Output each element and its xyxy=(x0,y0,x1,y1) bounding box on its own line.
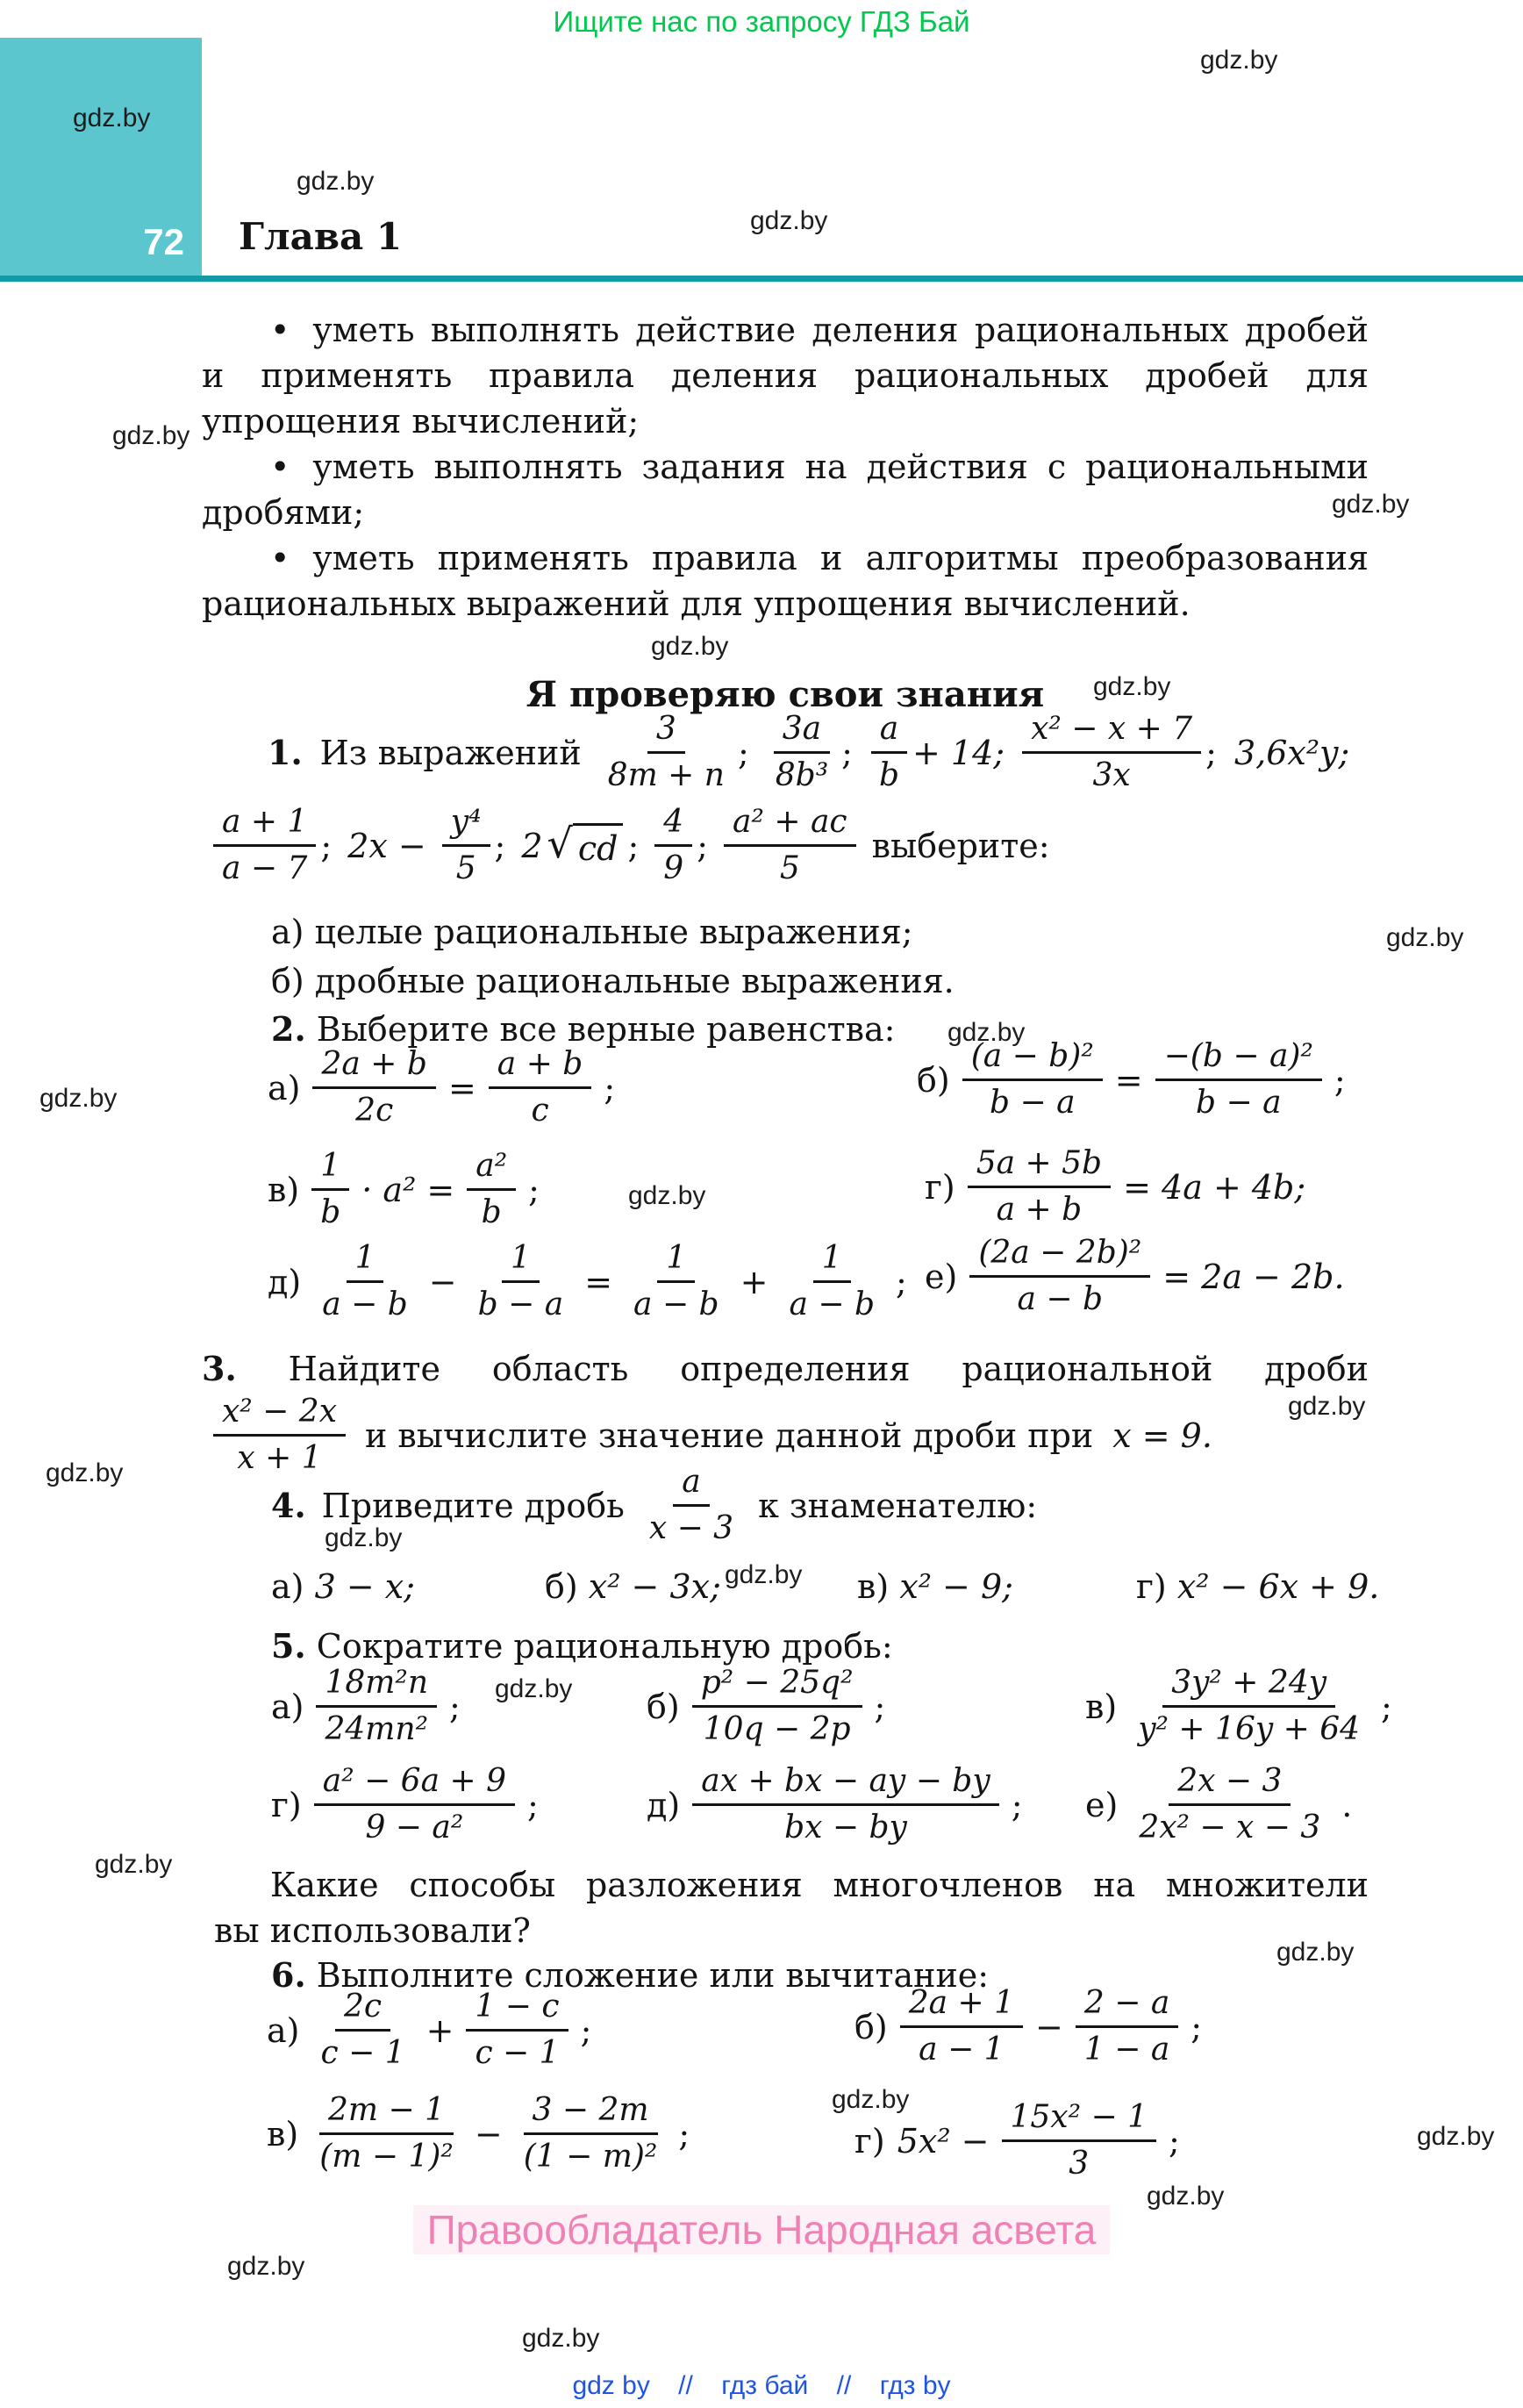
watermark-gdz: gdz.by xyxy=(325,1523,403,1552)
watermark-gdz: gdz.by xyxy=(1386,923,1464,952)
expression xyxy=(442,804,506,888)
watermark-gdz: gdz.by xyxy=(227,2252,305,2281)
separator: ; xyxy=(874,1687,886,1726)
watermark-gdz: gdz.by xyxy=(522,2324,600,2353)
separator: ; xyxy=(604,1068,616,1107)
fraction: $\frac{5a + 5b}{a + b}$ xyxy=(968,1145,1111,1229)
watermark-gdz: gdz.by xyxy=(1288,1392,1366,1421)
promo-banner: Ищите нас по запросу ГДЗ Бай xyxy=(553,5,970,38)
separator: ; xyxy=(737,733,749,772)
item-label: г) xyxy=(854,2121,885,2161)
section-heading: Я проверяю свои знания xyxy=(526,674,1045,715)
page-number-badge xyxy=(0,38,202,277)
watermark-gdz: gdz.by xyxy=(651,632,729,661)
expression xyxy=(1022,711,1217,795)
footer-links xyxy=(0,2371,1523,2401)
fraction: $\frac{\text{−(b − a)²}}{b - a}$ xyxy=(1155,1038,1322,1122)
problem-6-item-v xyxy=(267,2092,690,2176)
problem-text: Выберите все верные равенства: xyxy=(316,1010,896,1049)
bullet-text: уметь выполнять действие деления рациональных дробей и применять правила деления рациональных дробей для упрощения вычислений; xyxy=(202,311,1369,441)
problem-6-item-b xyxy=(854,1985,1202,2069)
item-label: в) xyxy=(857,1567,890,1606)
separator: ; xyxy=(1011,1785,1023,1824)
item-label: а) xyxy=(267,2010,300,2050)
problem-number: 3. xyxy=(202,1349,237,1388)
square-root xyxy=(547,820,624,869)
watermark-gdz: gdz.by xyxy=(1093,672,1171,701)
radical-sign: √ xyxy=(547,820,573,868)
learning-objectives xyxy=(202,307,1369,627)
item-label: б) xyxy=(917,1060,950,1100)
item-label: в) xyxy=(1085,1687,1118,1726)
problem-number: 4. xyxy=(271,1486,306,1526)
fraction: $\frac{\text{x² − x + 7}}{3x}$ xyxy=(1022,711,1201,795)
fraction: $\frac{2 - a}{1 - a}$ xyxy=(1076,1985,1178,2069)
problem-5-title xyxy=(271,1626,893,1666)
expression xyxy=(599,711,749,795)
problem-text: Выполните сложение или вычитание: xyxy=(316,1956,990,1995)
operator: · a² = xyxy=(361,1170,455,1209)
bullet-item xyxy=(202,535,1369,627)
watermark-gdz: gdz.by xyxy=(1417,2122,1495,2151)
separator: ; xyxy=(896,1262,907,1301)
item-label: д) xyxy=(647,1785,681,1824)
operator: + xyxy=(740,1262,769,1301)
item-label: д) xyxy=(268,1262,302,1301)
problem-5-item-g xyxy=(271,1763,539,1847)
item-label: е) xyxy=(925,1257,958,1296)
problem-4-option xyxy=(1136,1567,1379,1606)
problem-1-intro-row xyxy=(268,711,1349,795)
equation-2e xyxy=(925,1235,1345,1319)
item-label: б) xyxy=(545,1567,578,1606)
separator: ; xyxy=(627,826,640,865)
footer-link-gdz-by[interactable]: gdz by xyxy=(572,2371,650,2400)
problem-number: 6. xyxy=(271,1955,306,1995)
item-label: е) xyxy=(1085,1785,1119,1824)
problem-2-title xyxy=(271,1009,895,1049)
fraction: $\frac{\text{3y² + 24y}}{\text{y² + 16y + 64}}$ xyxy=(1138,1665,1361,1748)
chapter-title: Глава 1 xyxy=(239,215,403,258)
fraction: $\frac{1}{b}$ xyxy=(311,1148,349,1232)
radical-coefficient: 2 xyxy=(521,826,543,865)
radical-expression xyxy=(521,820,640,869)
problem-5-item-a xyxy=(271,1665,461,1749)
watermark-gdz: gdz.by xyxy=(725,1560,803,1589)
separator: ; xyxy=(697,826,708,865)
problem-5-item-b xyxy=(647,1665,885,1749)
problem-4-option xyxy=(545,1567,721,1606)
item-label: г) xyxy=(925,1167,955,1207)
bullet-text: уметь применять правила и алгоритмы преобразования рациональных выражений для упрощения вычислений. xyxy=(202,539,1369,623)
equals-sign: = xyxy=(447,1068,476,1107)
separator: ; xyxy=(1334,1060,1346,1100)
problem-5-item-e xyxy=(1085,1763,1352,1847)
footer-link-gdz-bai[interactable]: гдз бай xyxy=(721,2371,809,2400)
operator: − xyxy=(474,2114,503,2154)
watermark-gdz: gdz.by xyxy=(297,167,375,196)
condition-value: x = 9. xyxy=(1112,1415,1212,1455)
problem-text: Приведите дробь xyxy=(321,1486,625,1525)
separator: ; xyxy=(841,733,853,772)
page-number: 72 xyxy=(143,221,184,262)
watermark-gdz: gdz.by xyxy=(46,1458,124,1487)
fraction: $\frac{a}{x - 3}$ xyxy=(648,1464,734,1547)
watermark-gdz: gdz.by xyxy=(73,104,151,133)
problem-text: Найдите область определения рациональной дроби xyxy=(288,1350,1369,1388)
problem-text: к знаменателю: xyxy=(758,1486,1038,1525)
fraction: $\frac{1}{a - b}$ xyxy=(789,1240,876,1323)
problem-number: 2. xyxy=(271,1009,306,1049)
problem-1-option-b: б) дробные рациональные выражения. xyxy=(271,962,955,1000)
equation-2g xyxy=(925,1145,1305,1229)
fraction: $\frac{1}{a - b}$ xyxy=(633,1240,719,1323)
equation-2a xyxy=(268,1046,615,1130)
operator: + xyxy=(425,2010,454,2050)
fraction: $\frac{2a + b}{2c}$ xyxy=(312,1046,435,1130)
expression xyxy=(654,804,708,888)
watermark-gdz: gdz.by xyxy=(95,1850,173,1879)
fraction: $\frac{\text{(2a − 2b)²}}{a - b}$ xyxy=(969,1235,1150,1319)
fraction: $\frac{\text{x² − 2x}}{x + 1}$ xyxy=(213,1394,346,1478)
problem-1-option-a: а) целые рациональные выражения; xyxy=(271,913,913,951)
problem-6-item-a xyxy=(267,1989,591,2073)
fraction: $\frac{\text{a²}}{b}$ xyxy=(467,1148,516,1232)
watermark-gdz: gdz.by xyxy=(628,1181,706,1210)
expression-tail: = 2a − 2b. xyxy=(1162,1257,1345,1296)
fraction: $\frac{3a}{\text{8b³}}$ xyxy=(775,711,829,794)
item-label: б) xyxy=(854,2007,888,2046)
item-label: г) xyxy=(1136,1567,1167,1606)
link-separator: // xyxy=(678,2371,693,2400)
expression-lead: 5x² − xyxy=(897,2121,990,2161)
problem-4-option xyxy=(857,1567,1013,1606)
separator: ; xyxy=(320,826,332,865)
separator: ; xyxy=(580,2010,592,2050)
problem-number: 5. xyxy=(271,1626,306,1666)
expression: x² − 6x + 9. xyxy=(1176,1567,1380,1606)
expression: x² − 3x; xyxy=(588,1567,721,1606)
separator: ; xyxy=(1205,733,1217,772)
problem-text: Сократите рациональную дробь: xyxy=(316,1627,893,1666)
separator: . xyxy=(1341,1785,1353,1824)
expression: 3,6x²y; xyxy=(1233,733,1350,772)
problem-text: и вычислите значение данной дроби при xyxy=(365,1415,1094,1455)
watermark-gdz: gdz.by xyxy=(1276,1938,1355,1967)
expression xyxy=(767,711,853,795)
equation-2d xyxy=(268,1240,907,1324)
fraction: $\frac{2m - 1}{\text{(m − 1)²}}$ xyxy=(319,2092,454,2175)
fraction: $\frac{1 - c}{c - 1}$ xyxy=(466,1989,568,2073)
separator: ; xyxy=(527,1785,539,1824)
watermark-gdz: gdz.by xyxy=(39,1084,118,1113)
problem-5-item-d xyxy=(647,1763,1023,1847)
expression xyxy=(870,711,1005,795)
operator: − xyxy=(1035,2007,1063,2046)
fraction: $\frac{2c}{c - 1}$ xyxy=(320,1989,405,2072)
separator: ; xyxy=(449,1687,461,1726)
watermark-gdz: gdz.by xyxy=(1147,2182,1225,2211)
problem-number: 1. xyxy=(268,733,303,773)
problem-text: выберите: xyxy=(871,826,1050,865)
copyright-footer xyxy=(0,2206,1523,2254)
bullet-marker: • xyxy=(270,539,290,577)
bullet-text: уметь выполнять задания на действия с рациональными дробями; xyxy=(202,448,1369,532)
watermark-gdz: gdz.by xyxy=(1200,46,1278,75)
equation-2v xyxy=(268,1148,540,1232)
separator: ; xyxy=(1191,2007,1203,2046)
watermark-gdz: gdz.by xyxy=(495,1674,573,1703)
expression-tail: = 4a + 4b; xyxy=(1123,1167,1306,1207)
fraction: $\frac{a}{b}$ xyxy=(870,711,908,795)
equals-sign: = xyxy=(1114,1060,1143,1100)
bullet-item xyxy=(202,307,1369,444)
expression xyxy=(213,804,332,888)
header-divider xyxy=(0,276,1523,282)
bullet-marker: • xyxy=(270,448,290,486)
separator: ; xyxy=(1169,2121,1180,2161)
expression-lead: 2x − xyxy=(347,826,426,865)
separator: ; xyxy=(1381,1687,1392,1726)
item-label: б) xyxy=(647,1687,680,1726)
bullet-marker: • xyxy=(270,311,290,349)
equals-sign: = xyxy=(584,1262,613,1301)
item-label: в) xyxy=(268,1170,300,1209)
problem-text: Из выражений xyxy=(319,733,582,772)
separator: ; xyxy=(494,826,506,865)
expression-tail: + 14; xyxy=(912,733,1005,772)
watermark-gdz: gdz.by xyxy=(750,206,828,235)
item-label: а) xyxy=(271,1687,304,1726)
expression: x² − 9; xyxy=(899,1567,1013,1606)
problem-1-intro-row-2 xyxy=(213,804,1050,888)
fraction: $\frac{a + b}{c}$ xyxy=(489,1046,592,1130)
expression: 3 − x; xyxy=(314,1567,415,1606)
watermark-gdz: gdz.by xyxy=(832,2085,910,2114)
fraction: $\frac{3 - 2m}{\text{(1 − m)²}}$ xyxy=(523,2092,658,2175)
fraction: $\frac{2a + 1}{a - 1}$ xyxy=(900,1985,1023,2069)
watermark-gdz: gdz.by xyxy=(112,421,190,450)
fraction: $\frac{\text{a² − 6a + 9}}{\text{9 − a²}}$ xyxy=(314,1763,515,1847)
bullet-item xyxy=(202,444,1369,535)
fraction: $\frac{\text{a² + ac}}{5}$ xyxy=(724,804,856,888)
separator: ; xyxy=(528,1170,540,1209)
separator: ; xyxy=(678,2114,690,2154)
copyright-text: Правообладатель Народная асвета xyxy=(413,2205,1111,2254)
link-separator: // xyxy=(836,2371,852,2400)
problem-5-question-line1: Какие способы разложения многочленов на множители xyxy=(270,1866,1369,1904)
problem-4-option xyxy=(271,1567,415,1606)
equation-2b xyxy=(917,1038,1346,1122)
footer-link-gdz-by-2[interactable]: гдз by xyxy=(879,2371,951,2400)
fraction: $\frac{1}{b - a}$ xyxy=(477,1240,564,1323)
item-label: в) xyxy=(267,2114,299,2154)
fraction: $\frac{3}{8m + n}$ xyxy=(607,711,725,794)
fraction: $\frac{ax + bx - ay - by}{bx - by}$ xyxy=(692,1763,998,1847)
fraction: $\frac{\text{15x² − 1}}{3}$ xyxy=(1002,2099,1157,2183)
fraction: $\frac{\text{18m²n}}{\text{24mn²}}$ xyxy=(316,1665,437,1749)
watermark-gdz: gdz.by xyxy=(1332,490,1410,519)
item-label: а) xyxy=(271,1567,304,1606)
radicand: cd xyxy=(573,823,624,868)
problem-3-line1 xyxy=(202,1349,1369,1388)
fraction: $\frac{2x - 3}{\text{2x² − x − 3}}$ xyxy=(1139,1763,1321,1846)
item-label: г) xyxy=(271,1785,302,1824)
problem-5-item-v xyxy=(1085,1665,1392,1749)
fraction: $\frac{4}{9}$ xyxy=(654,804,692,888)
operator: − xyxy=(428,1262,457,1301)
fraction: $\frac{1}{a - b}$ xyxy=(322,1240,408,1323)
fraction: $\frac{a + 1}{a - 7}$ xyxy=(213,804,316,888)
fraction: $\frac{\text{(a − b)²}}{b - a}$ xyxy=(962,1038,1103,1122)
watermark-gdz: gdz.by xyxy=(947,1018,1026,1047)
item-label: а) xyxy=(268,1068,301,1107)
fraction: $\frac{\text{p² − 25q²}}{10q - 2p}$ xyxy=(692,1665,862,1749)
fraction: $\frac{\text{y⁴}}{5}$ xyxy=(442,804,490,888)
problem-5-question-line2: вы использовали? xyxy=(214,1911,531,1950)
